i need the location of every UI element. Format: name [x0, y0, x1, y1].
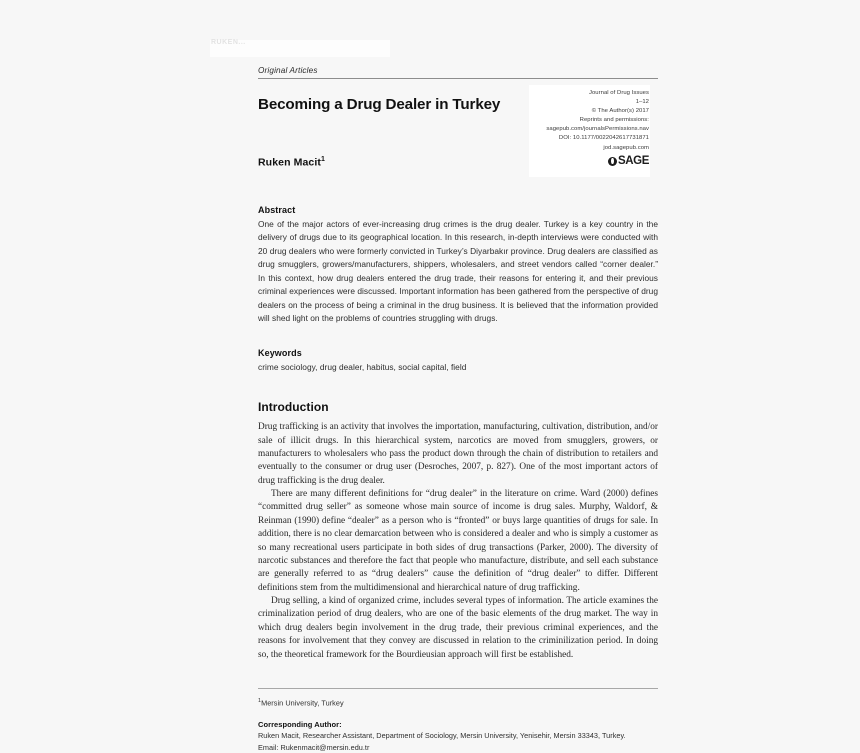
journal-doi[interactable]: DOI: 10.1177/0022042617731871 [558, 135, 649, 142]
corresponding-author-address: Ruken Macit, Researcher Assistant, Department of Sociology, Mersin University, Yenisehir, Mersin 33343, Turkey. [258, 731, 626, 741]
keywords-text: crime sociology, drug dealer, habitus, social capital, field [258, 361, 467, 372]
affiliation-text: Mersin University, Turkey [261, 698, 344, 708]
introduction-paragraph: There are many different definitions for “drug dealer” in the literature on crime. Ward (2000) defines “committed drug seller” as someone whose main source of income is drug sales. Murphy, Waldorf, & Reinman (1990) define “dealer” as a person who is “fronted” or buys large quantities of drugs for sale. In addition, there is no clear demarcation between who is considered a dealer and who is simply a customer as so many recreational users participate in both sides of drug transactions (Parker, 2000). The diversity of narcotic substances and therefore the fact that people who manufacture, distribute, and sell each substance are generally referred to as “drug dealers” cause the definition of “drug dealer” to differ. Different definitions stem from the multidimensional and hierarchical nature of drug trafficking. [258, 489, 658, 593]
journal-metadata-block [529, 85, 650, 177]
introduction-body [258, 421, 658, 662]
sage-logo [529, 156, 649, 168]
journal-copyright: © The Author(s) 2017 [591, 108, 649, 115]
sage-emblem-icon [608, 157, 617, 166]
journal-pages: 1–12 [635, 99, 649, 106]
journal-url[interactable]: jod.sagepub.com [603, 144, 649, 151]
corresponding-author-email[interactable]: Email: Rukenmacit@mersin.edu.tr [258, 742, 370, 752]
abstract-text: One of the major actors of ever-increasing drug crimes is the drug dealer. Turkey is a key country in the delivery of drugs due to its geographical location. In this research, in-depth interviews were conducted with 20 drug dealers who were formerly convicted in Turkey’s Diyarbakır province. Drug dealers are classified as drug smugglers, growers/manufacturers, shippers, wholesalers, and street vendors called “corner dealer.” In this context, how drug dealers entered the drug trade, their reasons for entering it, and their previous criminal experiences were discussed. Important information has been gathered from the perspective of drug dealers on the process of being a criminal in the drug business. It is believed that the information provided will shed light on the problems of countries struggling with drugs. [258, 218, 658, 324]
author-affiliation-marker: 1 [320, 156, 325, 164]
journal-permissions-url[interactable]: sagepub.com/journalsPermissions.nav [546, 126, 649, 133]
scan-artifact-text: RUKEN... [211, 39, 246, 46]
affiliation-marker: 1 [258, 697, 262, 704]
introduction-paragraph: Drug trafficking is an activity that involves the importation, manufacturing, cultivation, distribution, and/or sale of illicit drugs. In this hierarchical system, narcotics are moved from smugglers, growers, or manufacturers to wholesalers who pass the product down through the chain of distribution to retailers and eventually to the consumer or drug user (Desroches, 2007, p. 827). One of the most important actors of drug trafficking is the drug dealer. [258, 422, 658, 486]
running-head: Original Articles [258, 66, 318, 75]
author-affiliation [258, 697, 658, 709]
journal-reprints: Reprints and permissions: [579, 117, 649, 124]
author-name: Ruken Macit [258, 156, 321, 169]
introduction-paragraph: Drug selling, a kind of organized crime, includes several types of information. The article examines the criminalization period of drug dealers, who are one of the basic elements of the drug market. The way in which drug dealers begin involvement in the drug trade, their previous criminal experiences, and the reasons for involvement that they convey are discussed in relation to the criminilization period. In doing so, the theoretical framework for the Bourdieusian approach will first be established. [258, 596, 658, 660]
journal-name: Journal of Drug Issues [588, 90, 649, 96]
sage-wordmark: SAGE [618, 154, 649, 167]
footer-rule [258, 688, 658, 689]
keywords-heading: Keywords [258, 347, 302, 358]
introduction-heading: Introduction [258, 400, 329, 415]
corresponding-author-heading: Corresponding Author: [258, 720, 342, 730]
abstract-heading: Abstract [258, 204, 296, 215]
header-rule [258, 78, 658, 79]
article-title: Becoming a Drug Dealer in Turkey [258, 96, 501, 113]
